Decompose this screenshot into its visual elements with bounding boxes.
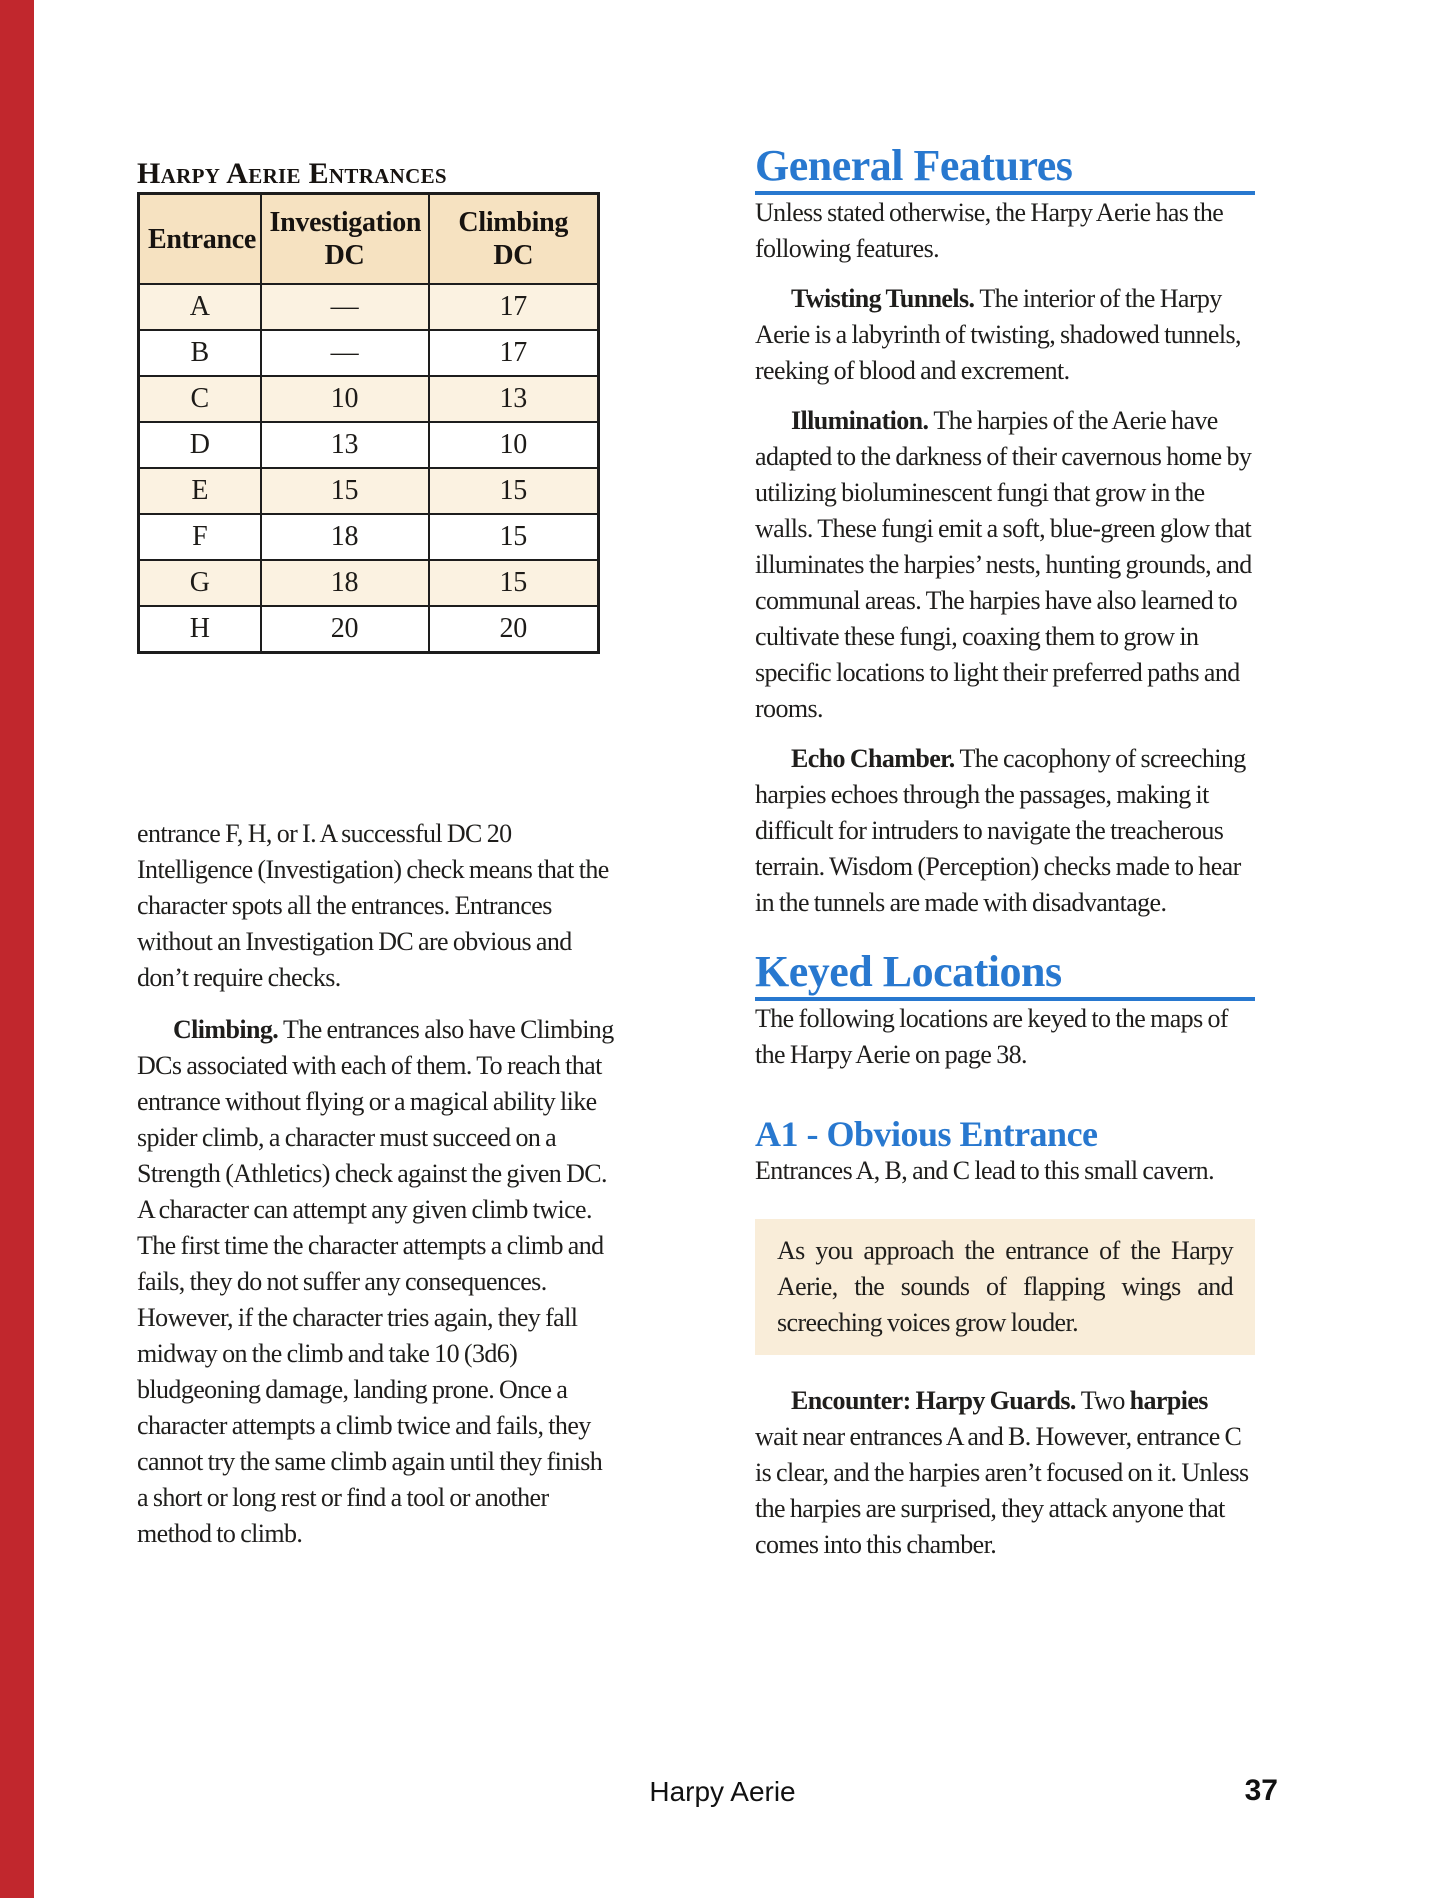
table-row (139, 284, 599, 330)
table-row (139, 560, 599, 606)
page-edge-bar (0, 0, 34, 1898)
table-cell: 15 (429, 514, 599, 560)
table-row (139, 606, 599, 653)
table-cell: 15 (429, 560, 599, 606)
paragraph-encounter-harpy-guards: Encounter: Harpy Guards. Two harpies wait near entrances A and B. However, entrance C is clear, and the harpies aren’t focused on it. Unless the harpies are surprised, they attack anyone that comes into this chamber. (755, 1386, 1249, 1559)
page-number: 37 (1244, 1774, 1278, 1807)
table-cell: E (139, 468, 261, 514)
table-cell: A (139, 284, 261, 330)
table-row (139, 376, 599, 422)
table-cell: — (261, 330, 429, 376)
table-cell: 20 (261, 606, 429, 653)
table-cell: 10 (429, 422, 599, 468)
column-header-entrance: Entrance (139, 194, 261, 285)
left-column (137, 156, 615, 1552)
table-cell: 18 (261, 560, 429, 606)
table-cell: G (139, 560, 261, 606)
table-header-row (139, 194, 599, 285)
table-row (139, 330, 599, 376)
paragraph-illumination: Illumination. The harpies of the Aerie have adapted to the darkness of their cavernous home by utilizing bioluminescent fungi that grow in the walls. These fungi emit a soft, blue-green glow that illuminates the harpies’ nests, hunting grounds, and communal areas. The harpies have also learned to cultivate these fungi, coaxing them to grow in specific locations to light their preferred paths and rooms. (755, 406, 1252, 723)
table-cell: 15 (429, 468, 599, 514)
table-cell: — (261, 284, 429, 330)
table-cell: C (139, 376, 261, 422)
table-cell: D (139, 422, 261, 468)
paragraph-echo-chamber: Echo Chamber. The cacophony of screeching harpies echoes through the passages, making it difficult for intruders to navigate the treacherous terrain. Wisdom (Perception) checks made to hear in the tunnels are made with disadvantage. (755, 744, 1246, 917)
left-body-text (137, 816, 615, 1552)
footer-title: Harpy Aerie (649, 1776, 796, 1807)
column-header-climbing-dc: Climbing DC (429, 194, 599, 285)
heading-general-features: General Features (755, 143, 1255, 195)
heading-keyed-locations: Keyed Locations (755, 949, 1255, 1001)
paragraph-twisting-tunnels: Twisting Tunnels. The interior of the Harpy Aerie is a labyrinth of twisting, shadowed tunnels, reeking of blood and excrement. (755, 284, 1241, 385)
table-cell: B (139, 330, 261, 376)
paragraph-following-locations: The following locations are keyed to the maps of the Harpy Aerie on page 38. (755, 1004, 1228, 1069)
paragraph-entrances-continued: entrance F, H, or I. A successful DC 20 Intelligence (Investigation) check means that the character spots all the entrances. Entrances without an Investigation DC are obvious and don’t require checks. (137, 819, 609, 992)
table-row (139, 422, 599, 468)
heading-a1-obvious-entrance: A1 - Obvious Entrance (755, 1114, 1098, 1154)
table-cell: 17 (429, 330, 599, 376)
right-column (755, 143, 1255, 1563)
entrances-table (137, 192, 600, 654)
paragraph-entrances-abc: Entrances A, B, and C lead to this small cavern. (755, 1156, 1214, 1185)
table-cell: 10 (261, 376, 429, 422)
table-cell: F (139, 514, 261, 560)
table-cell: H (139, 606, 261, 653)
paragraph-unless-stated: Unless stated otherwise, the Harpy Aerie has the following features. (755, 198, 1224, 263)
table-cell: 13 (261, 422, 429, 468)
table-row (139, 468, 599, 514)
table-cell: 18 (261, 514, 429, 560)
table-cell: 17 (429, 284, 599, 330)
read-aloud-box: As you approach the entrance of the Harpy Aerie, the sounds of flapping wings and screeching voices grow louder. (755, 1219, 1255, 1355)
table-cell: 13 (429, 376, 599, 422)
table-row (139, 514, 599, 560)
table-title: Harpy Aerie Entrances (137, 157, 447, 190)
paragraph-climbing: Climbing. The entrances also have Climbing DCs associated with each of them. To reach that entrance without flying or a magical ability like spider climb, a character must succeed on a Strength (Athletics) check against the given DC. A character can attempt any given climb twice. The first time the character attempts a climb and fails, they do not suffer any consequences. However, if the character tries again, they fall midway on the climb and take 10 (3d6) bludgeoning damage, landing prone. Once a character attempts a climb twice and fails, they cannot try the same climb again until they finish a short or long rest or find a tool or another method to climb. (137, 1015, 614, 1548)
table-cell: 20 (429, 606, 599, 653)
column-header-investigation-dc: Investigation DC (261, 194, 429, 285)
table-cell: 15 (261, 468, 429, 514)
